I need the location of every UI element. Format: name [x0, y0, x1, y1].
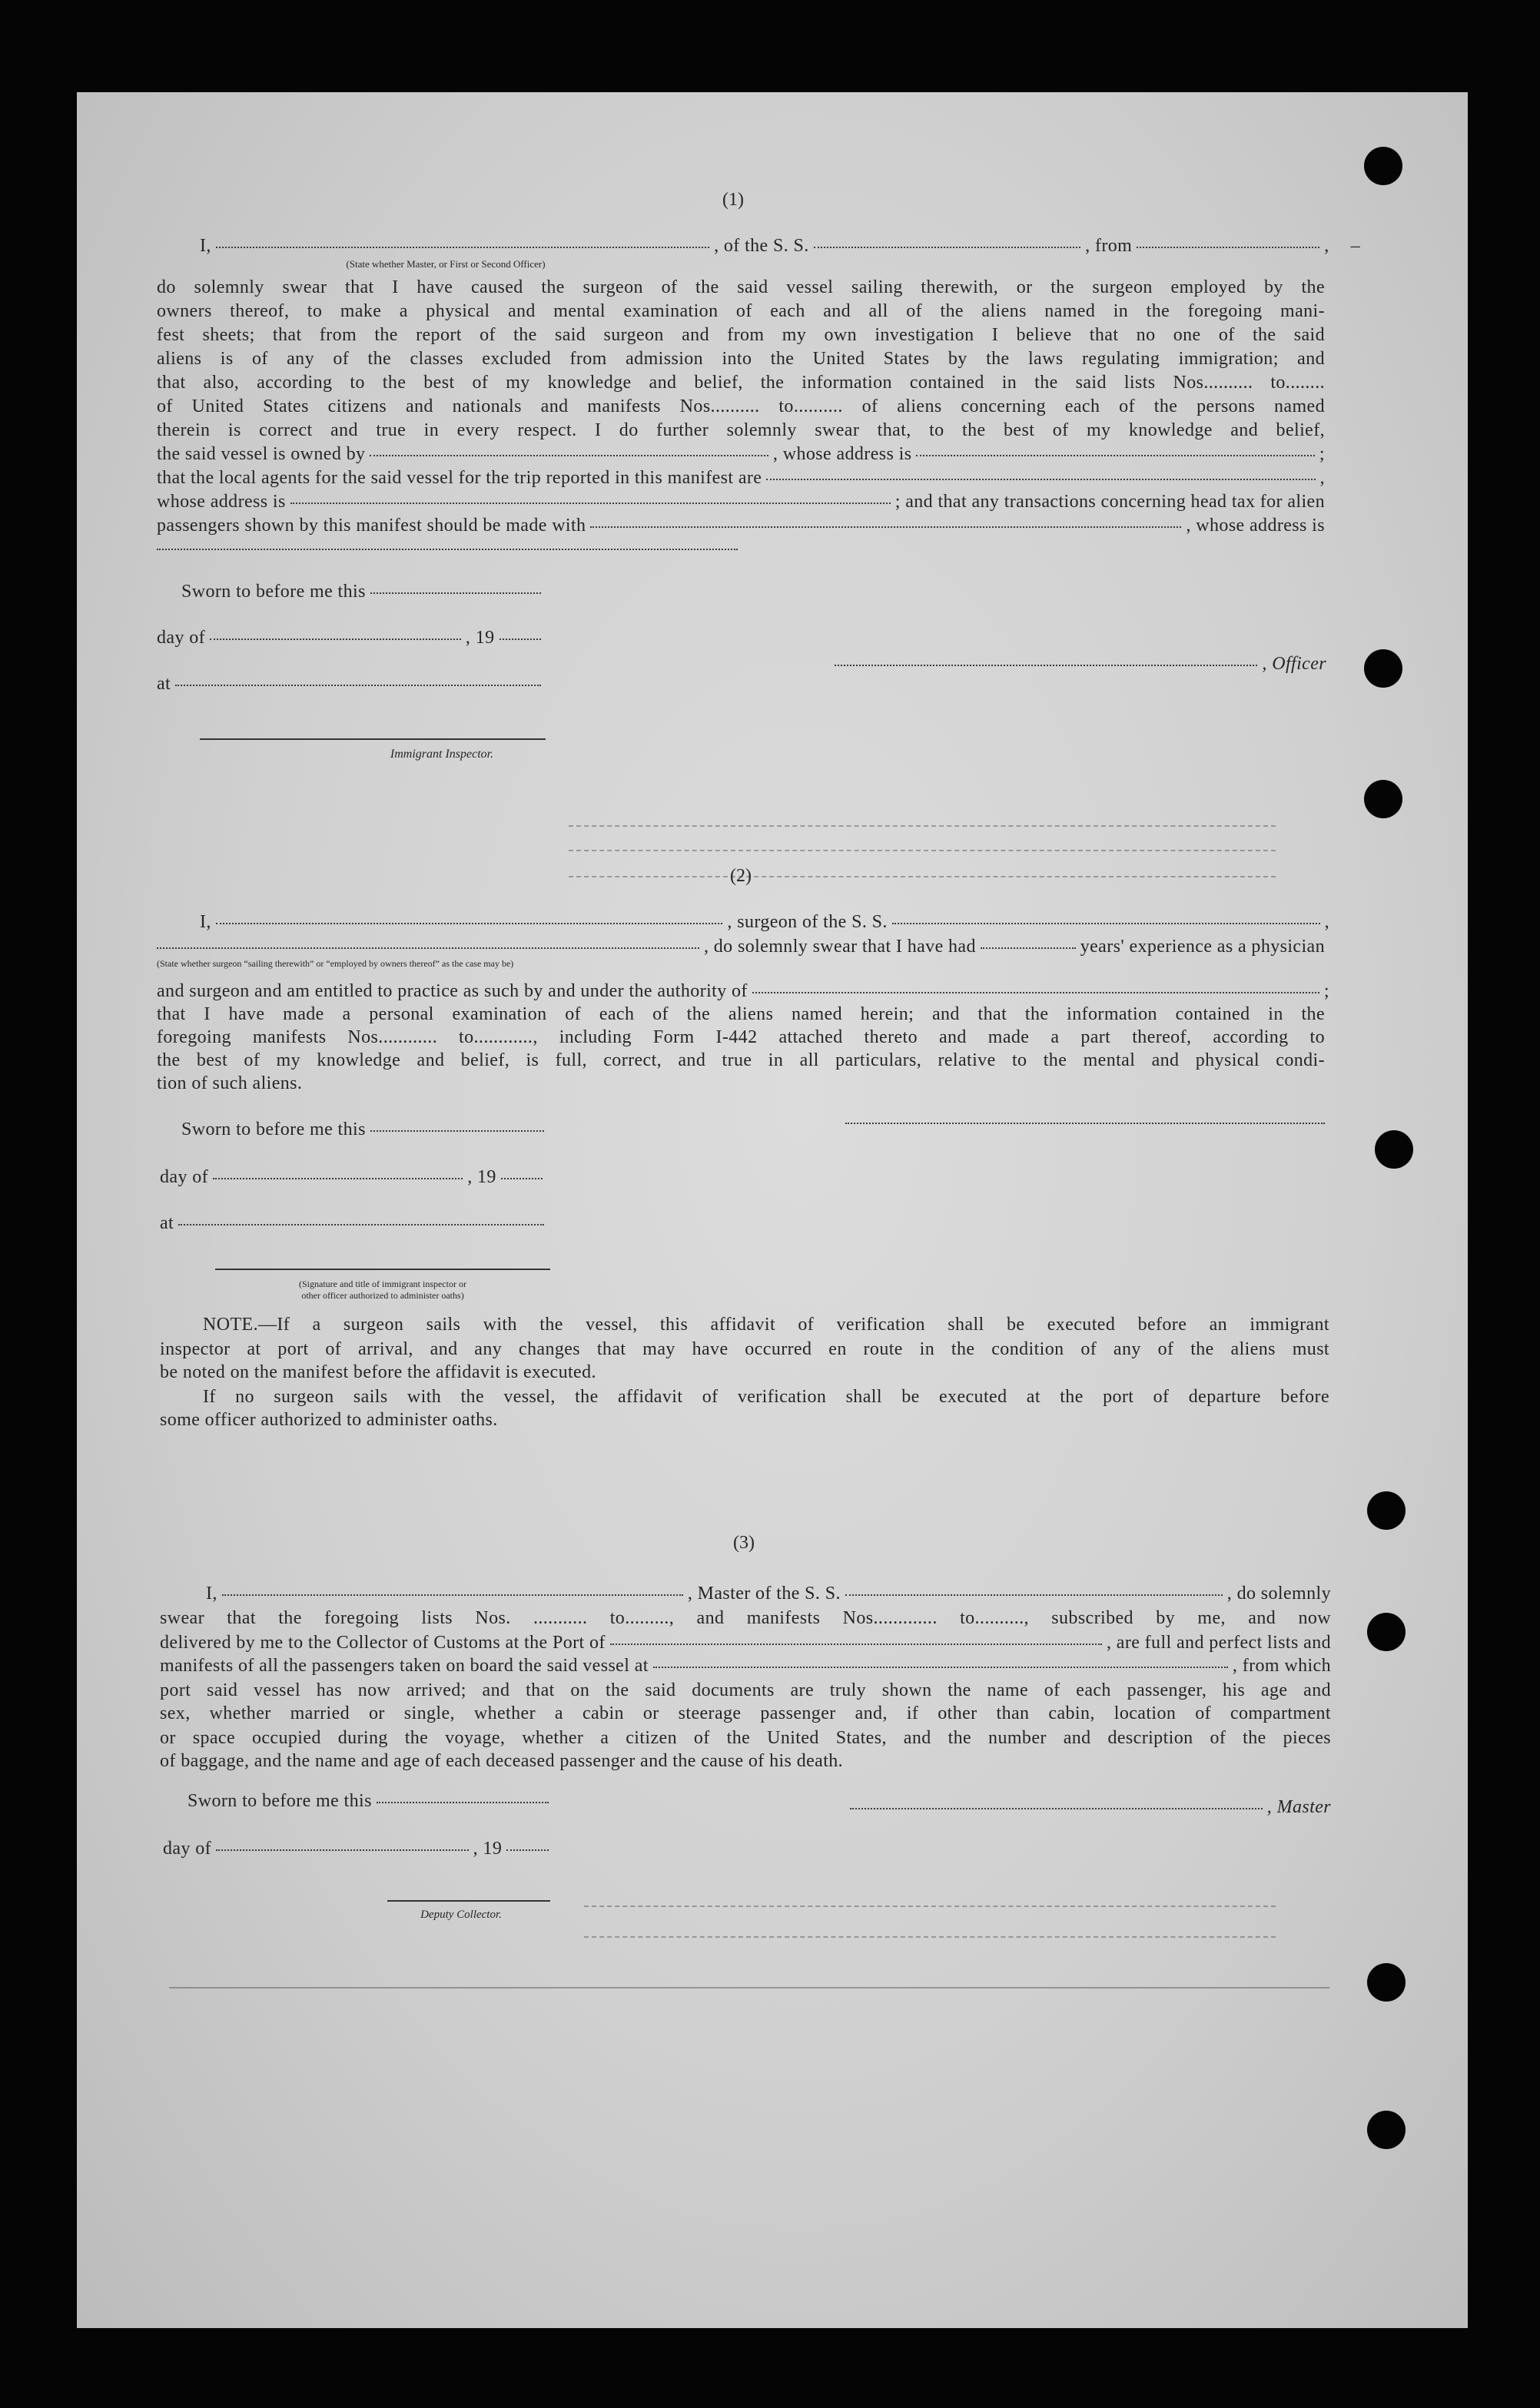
blank-field [370, 592, 541, 594]
text: – [1350, 236, 1360, 256]
blank-field [377, 1802, 549, 1803]
paragraph-line: foregoing manifests Nos............ to............, including Form I-442 attached thereto and made a part thereof, according to [157, 1027, 1325, 1047]
blank-field [766, 479, 1315, 480]
blank-field [814, 247, 1080, 248]
experience-line [157, 935, 1325, 958]
paragraph-line: tion of such aliens. [157, 1073, 303, 1093]
day-of-line [163, 1837, 553, 1860]
note-line: inspector at port of arrival, and any changes that may have occurred en route in the condition of any of the aliens must [160, 1339, 1329, 1359]
paragraph-line: sex, whether married or single, whether a cabin or steerage passenger and, if other than cabin, location of compartment [160, 1703, 1331, 1723]
sworn-line [181, 580, 546, 603]
blank-field [845, 1594, 1223, 1596]
at-line [160, 1212, 549, 1235]
note-line: NOTE.—If a surgeon sails with the vessel, this affidavit of verification shall be executed before an immigrant [203, 1315, 1329, 1335]
text: I, [206, 1584, 217, 1604]
text: , surgeon of the S. S. [727, 912, 888, 932]
blank-field [845, 1123, 1325, 1124]
signature-caption: Deputy Collector. [420, 1909, 502, 1921]
section-number: (3) [733, 1533, 755, 1553]
blank-field [610, 1643, 1102, 1645]
text: , do solemnly swear that I have had [703, 937, 976, 957]
bleed-through-mark [569, 850, 1276, 851]
at-line [157, 672, 546, 695]
blank-line [157, 549, 738, 550]
blank-field [916, 455, 1314, 456]
blank-field [506, 1849, 549, 1851]
punch-hole [1367, 1491, 1406, 1530]
blank-field [222, 1594, 683, 1596]
paragraph-line: do solemnly swear that I have caused the surgeon of the said vessel sailing therewith, or the surgeon employed by the [157, 277, 1325, 297]
bleed-through-mark [584, 1936, 1276, 1938]
delivered-line [160, 1631, 1331, 1654]
surgeon-signature-line [845, 1126, 1325, 1149]
master-oath-line [206, 1582, 1331, 1605]
punch-hole [1367, 1613, 1406, 1651]
paragraph-line: that I have made a personal examination of each of the aliens named herein; and that the information contained in the [157, 1004, 1325, 1024]
text: , [1324, 236, 1329, 256]
agents-line [157, 466, 1325, 489]
signature-caption: other officer authorized to administer oaths) [301, 1290, 464, 1301]
text: the said vessel is owned by [157, 444, 366, 464]
blank-field [178, 1224, 544, 1226]
text: whose address is [157, 492, 286, 512]
field-caption: (State whether surgeon “sailing therewith” or “employed by owners thereof” as the case may be) [157, 958, 514, 969]
note-line: some officer authorized to administer oaths. [160, 1410, 498, 1430]
text: , Officer [1262, 654, 1326, 674]
punch-hole [1375, 1130, 1413, 1169]
blank-field [981, 947, 1076, 949]
blank-field [216, 247, 709, 248]
note-line: If no surgeon sails with the vessel, the affidavit of verification shall be executed at the port of departure before [203, 1387, 1329, 1407]
paragraph-line: of United States citizens and nationals and manifests Nos.......... to.......... of aliens concerning each of the persons named [157, 396, 1325, 416]
agents-address-line [157, 490, 1325, 513]
text: , 19 [465, 628, 495, 648]
text: and surgeon and am entitled to practice as such by and under the authority of [157, 981, 748, 1001]
text: , 19 [473, 1839, 503, 1859]
signature-rule [215, 1269, 550, 1270]
text: that the local agents for the said vessel for the trip reported in this manifest are [157, 468, 762, 488]
text: , Master [1266, 1797, 1331, 1817]
blank-field [892, 923, 1320, 924]
text: passengers shown by this manifest should be made with [157, 516, 586, 536]
blank-field [752, 992, 1319, 993]
sworn-line [188, 1789, 553, 1813]
text: Sworn to before me this [181, 1119, 366, 1139]
manifests-line [160, 1654, 1331, 1677]
bleed-through-mark [569, 876, 1276, 877]
section-number: (1) [722, 190, 744, 210]
blank-field [590, 526, 1181, 528]
text: day of [160, 1167, 209, 1187]
field-caption: (State whether Master, or First or Second Officer) [346, 258, 546, 270]
text: , 19 [467, 1167, 496, 1187]
master-oath-line [200, 234, 1360, 257]
text: day of [163, 1839, 212, 1859]
signature-caption: Immigrant Inspector. [390, 748, 494, 761]
surgeon-oath-line [200, 910, 1329, 934]
text: , from [1085, 236, 1133, 256]
paragraph-line: of baggage, and the name and age of each deceased passenger and the cause of his death. [160, 1751, 844, 1771]
text: , whose address is [1186, 516, 1325, 536]
blank-field [216, 1849, 469, 1851]
text: ; [1319, 444, 1325, 464]
text: delivered by me to the Collector of Customs at the Port of [160, 1633, 606, 1653]
blank-field [501, 1178, 543, 1179]
text: ; [1323, 981, 1329, 1001]
signature-caption: (Signature and title of immigrant inspector or [299, 1279, 466, 1289]
paragraph-line: that also, according to the best of my knowledge and belief, the information contained in the said lists Nos.......... to........ [157, 373, 1325, 393]
owner-line [157, 443, 1325, 466]
blank-field [210, 638, 461, 640]
blank-field [653, 1667, 1228, 1668]
blank-field [370, 1130, 544, 1132]
paragraph-line: therein is correct and true in every respect. I do further solemnly swear that, to the best of my knowledge and belief, [157, 420, 1325, 440]
divider [169, 1987, 1329, 1988]
section-number: (2) [730, 866, 752, 886]
text: , from which [1232, 1656, 1331, 1676]
master-signature-line [845, 1796, 1331, 1819]
bleed-through-mark [584, 1906, 1276, 1907]
paragraph-line: owners thereof, to make a physical and mental examination of each and all of the aliens named in the foregoing mani- [157, 301, 1325, 321]
blank-field [290, 502, 891, 504]
punch-hole [1364, 780, 1402, 818]
blank-field [370, 455, 768, 456]
sworn-line [181, 1118, 549, 1141]
blank-field [500, 638, 541, 640]
paragraph-line: port said vessel has now arrived; and that on the said documents are truly shown the name of each passenger, his age and [160, 1680, 1331, 1700]
text: , of the S. S. [714, 236, 809, 256]
bleed-through-mark [569, 825, 1276, 827]
paragraph-line: aliens is of any of the classes excluded from admission into the United States by the laws regulating immigration; and [157, 349, 1325, 369]
day-of-line [157, 626, 546, 649]
text: Sworn to before me this [188, 1791, 372, 1811]
signature-rule [387, 1900, 550, 1902]
blank-field [850, 1808, 1263, 1809]
text: years' experience as a physician [1080, 937, 1325, 957]
paragraph-line: the best of my knowledge and belief, is full, correct, and true in all particulars, relative to the mental and physical condi- [157, 1050, 1325, 1070]
head-tax-line [157, 514, 1325, 537]
blank-field [835, 665, 1257, 666]
text: , are full and perfect lists and [1106, 1633, 1331, 1653]
paragraph-line: fest sheets; that from the report of the said surgeon and from my own investigation I believe that no one of the said [157, 325, 1325, 345]
blank-field [213, 1178, 463, 1179]
blank-field [157, 947, 699, 949]
text: I, [200, 236, 211, 256]
punch-hole [1364, 147, 1402, 185]
punch-hole [1367, 2111, 1406, 2149]
paragraph-line: or space occupied during the voyage, whether a citizen of the United States, and the number and description of the pieces [160, 1728, 1331, 1748]
text: I, [200, 912, 211, 932]
authority-line [157, 980, 1329, 1003]
text: ; and that any transactions concerning head tax for alien [894, 492, 1325, 512]
paragraph-line: swear that the foregoing lists Nos. ........... to........., and manifests Nos............. to.........., subscribed by me, and now [160, 1608, 1331, 1628]
punch-hole [1364, 649, 1402, 688]
text: at [160, 1213, 174, 1233]
officer-signature-line [830, 652, 1326, 675]
text: at [157, 674, 171, 694]
day-of-line [160, 1166, 547, 1189]
blank-field [1137, 247, 1319, 248]
text: , do solemnly [1226, 1584, 1331, 1604]
text: manifests of all the passengers taken on board the said vessel at [160, 1656, 649, 1676]
blank-field [175, 685, 541, 686]
note-line: be noted on the manifest before the affidavit is executed. [160, 1362, 596, 1382]
text: day of [157, 628, 206, 648]
text: , [1324, 912, 1329, 932]
text: Sworn to before me this [181, 582, 366, 602]
blank-field [216, 923, 723, 924]
punch-hole [1367, 1963, 1406, 2002]
text: , whose address is [772, 444, 912, 464]
signature-rule [200, 738, 546, 740]
text: , [1319, 468, 1325, 488]
text: , Master of the S. S. [687, 1584, 841, 1604]
